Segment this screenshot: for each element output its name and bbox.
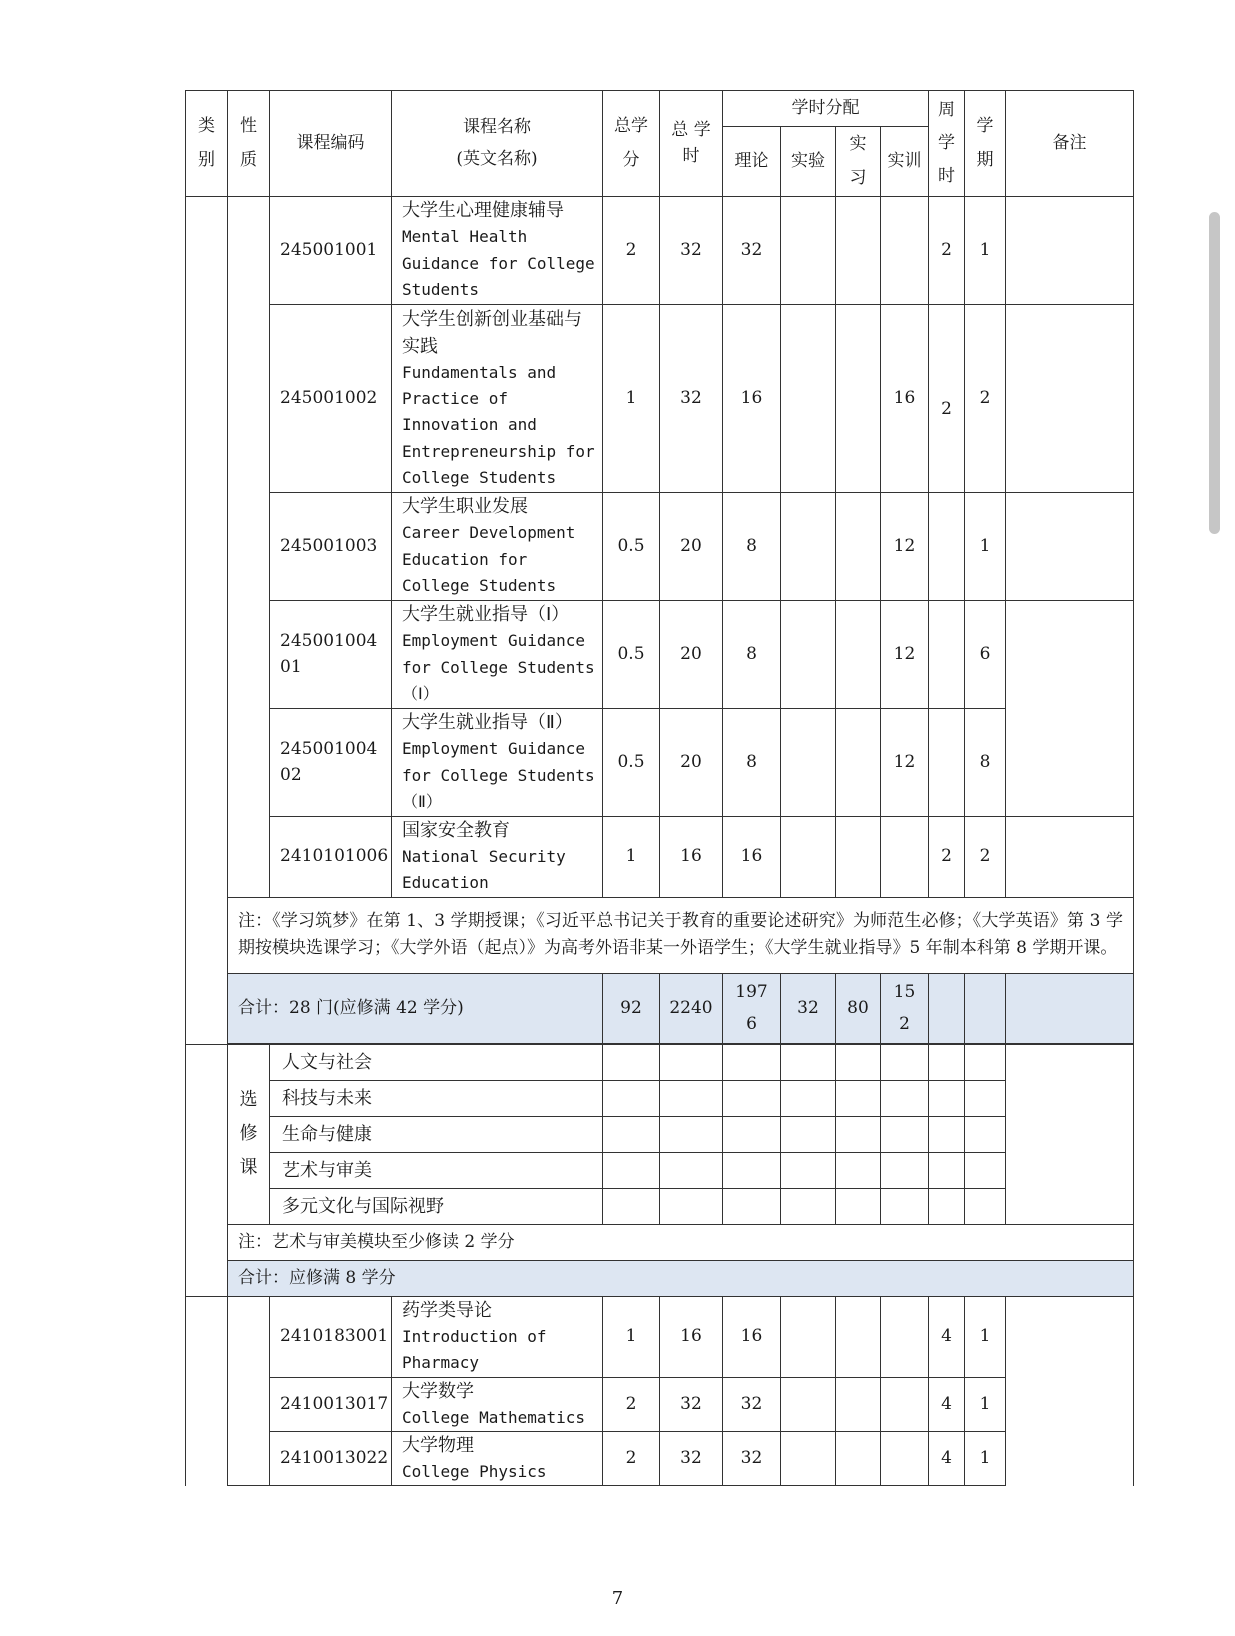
course-credits: 2 — [603, 1377, 660, 1431]
header-theory: 理论 — [723, 127, 781, 197]
course-weekly: 4 — [929, 1431, 965, 1485]
elective-module: 人文与社会 — [270, 1044, 603, 1080]
course-hours: 32 — [660, 305, 723, 493]
course-credits: 1 — [603, 817, 660, 898]
course-training — [881, 197, 929, 305]
total-theory: 1976 — [723, 973, 781, 1043]
course-code: 2410183001 — [270, 1296, 392, 1377]
course-training: 12 — [881, 709, 929, 817]
course-training: 16 — [881, 305, 929, 493]
course-theory: 32 — [723, 197, 781, 305]
course-weekly — [929, 493, 965, 601]
course-name-zh: 药学类导论 — [402, 1299, 492, 1321]
course-name — [392, 1296, 603, 1377]
course-name — [392, 817, 603, 898]
section2-note-row — [186, 1224, 1134, 1260]
total-internship: 80 — [836, 973, 881, 1043]
section2-total-row — [186, 1260, 1134, 1296]
section3-category-cell — [186, 1296, 228, 1486]
course-name-zh: 大学生就业指导（Ⅰ） — [402, 604, 570, 626]
course-internship — [836, 817, 881, 898]
course-name — [392, 493, 603, 601]
course-theory: 32 — [723, 1431, 781, 1485]
header-course-name-en: (英文名称) — [456, 148, 538, 169]
table-row — [186, 709, 1134, 817]
course-name-en: National Security Education — [402, 847, 566, 893]
header-semester: 学期 — [965, 91, 1006, 197]
course-weekly: 2 — [929, 817, 965, 898]
header-course-code: 课程编码 — [270, 91, 392, 197]
elective-row — [186, 1044, 1134, 1080]
course-theory: 16 — [723, 305, 781, 493]
elective-row — [186, 1116, 1134, 1152]
header-experiment: 实验 — [781, 127, 836, 197]
course-name — [392, 601, 603, 709]
elective-module: 科技与未来 — [270, 1080, 603, 1116]
course-semester: 6 — [965, 601, 1006, 709]
course-name-en: Mental Health Guidance for College Students — [402, 227, 595, 300]
course-name-en: College Physics — [402, 1461, 547, 1481]
table-row — [186, 305, 1134, 493]
header-internship: 实习 — [836, 127, 881, 197]
course-hours: 20 — [660, 709, 723, 817]
page-number: 7 — [611, 1588, 624, 1609]
elective-row — [186, 1188, 1134, 1224]
course-remarks — [1006, 1296, 1134, 1486]
course-weekly — [929, 709, 965, 817]
course-semester: 1 — [965, 493, 1006, 601]
course-semester: 1 — [965, 197, 1006, 305]
elective-module: 艺术与审美 — [270, 1152, 603, 1188]
course-theory: 8 — [723, 709, 781, 817]
course-theory: 8 — [723, 493, 781, 601]
course-name-zh: 大学生心理健康辅导 — [402, 200, 564, 222]
course-credits: 2 — [603, 197, 660, 305]
course-name-zh: 大学生创新创业基础与实践 — [402, 308, 582, 357]
course-hours: 16 — [660, 1296, 723, 1377]
course-experiment — [781, 817, 836, 898]
header-training: 实训 — [881, 127, 929, 197]
course-semester: 2 — [965, 305, 1006, 493]
course-name-zh: 大学生职业发展 — [402, 496, 528, 518]
course-name-en: Employment Guidance for College Students（Ⅱ） — [402, 739, 595, 812]
section1-note-row — [186, 897, 1134, 973]
total-experiment: 32 — [781, 973, 836, 1043]
course-code: 2410101006 — [270, 817, 392, 898]
course-experiment — [781, 305, 836, 493]
course-credits: 0.5 — [603, 493, 660, 601]
elective-remarks — [1006, 1044, 1134, 1224]
course-remarks — [1006, 601, 1134, 817]
section2-category-cell — [186, 1044, 228, 1296]
course-hours: 20 — [660, 601, 723, 709]
header-total-hours: 总 学 时 — [660, 91, 723, 197]
total-training: 152 — [881, 973, 929, 1043]
section1-category-cell — [186, 197, 228, 1045]
course-credits: 2 — [603, 1431, 660, 1485]
course-name — [392, 1377, 603, 1431]
course-weekly: 2 — [929, 305, 965, 493]
header-credits: 总学分 — [603, 91, 660, 197]
course-experiment — [781, 601, 836, 709]
course-theory: 16 — [723, 817, 781, 898]
course-remarks — [1006, 197, 1134, 305]
course-name-zh: 大学物理 — [402, 1434, 474, 1456]
section3-nature-cell — [228, 1296, 270, 1486]
total-hours: 2240 — [660, 973, 723, 1043]
header-course-name — [392, 91, 603, 197]
course-remarks — [1006, 817, 1134, 898]
course-experiment — [781, 197, 836, 305]
total-remarks — [1006, 973, 1134, 1043]
course-name-en: Employment Guidance for College Students（Ⅰ） — [402, 631, 595, 704]
course-weekly — [929, 601, 965, 709]
section1-total-row — [186, 973, 1134, 1043]
course-internship — [836, 601, 881, 709]
course-hours: 32 — [660, 1377, 723, 1431]
course-name — [392, 1431, 603, 1485]
course-name-en: Introduction of Pharmacy — [402, 1326, 547, 1373]
table-row — [186, 601, 1134, 709]
course-semester: 1 — [965, 1296, 1006, 1377]
course-internship — [836, 197, 881, 305]
total-semester — [965, 973, 1006, 1043]
course-name-en: College Mathematics — [402, 1407, 586, 1427]
course-theory: 32 — [723, 1377, 781, 1431]
table-row — [186, 197, 1134, 305]
section1-nature-cell — [228, 197, 270, 898]
course-theory: 8 — [723, 601, 781, 709]
course-weekly: 4 — [929, 1296, 965, 1377]
course-internship — [836, 709, 881, 817]
section2-nature: 选修课 — [228, 1044, 270, 1224]
course-hours: 32 — [660, 197, 723, 305]
course-code: 24500100402 — [270, 709, 392, 817]
header-category: 类别 — [186, 91, 228, 197]
header-nature: 性质 — [228, 91, 270, 197]
course-training: 12 — [881, 601, 929, 709]
header-course-name-zh: 课程名称 — [463, 117, 531, 137]
section2-note: 注：艺术与审美模块至少修读 2 学分 — [228, 1224, 1134, 1260]
course-name-zh: 大学数学 — [402, 1380, 474, 1402]
section1-total-label: 合计：28 门(应修满 42 学分) — [228, 973, 603, 1043]
course-name — [392, 197, 603, 305]
course-semester: 1 — [965, 1431, 1006, 1485]
course-code: 245001003 — [270, 493, 392, 601]
course-hours: 32 — [660, 1431, 723, 1485]
total-credits: 92 — [603, 973, 660, 1043]
elective-module: 生命与健康 — [270, 1116, 603, 1152]
course-weekly: 2 — [929, 197, 965, 305]
elective-row — [186, 1152, 1134, 1188]
course-hours: 20 — [660, 493, 723, 601]
header-weekly-hours: 周学时 — [929, 91, 965, 197]
course-name — [392, 709, 603, 817]
section1-note: 注：《学习筑梦》在第 1、3 学期授课；《习近平总书记关于教育的重要论述研究》为师范生必修；《大学英语》第 3 学期按模块选课学习；《大学外语（起点）》为高考外语非某一外语学生；《大学生就业指导》5 年制本科第 8 学期开课。 — [228, 897, 1134, 973]
course-code: 245001002 — [270, 305, 392, 493]
table-row — [186, 1377, 1134, 1431]
course-hours: 16 — [660, 817, 723, 898]
course-name — [392, 305, 603, 493]
header-hour-distribution: 学时分配 — [723, 91, 929, 127]
course-credits: 1 — [603, 1296, 660, 1377]
course-training — [881, 817, 929, 898]
course-semester: 1 — [965, 1377, 1006, 1431]
course-name-zh: 大学生就业指导（Ⅱ） — [402, 712, 573, 734]
course-training: 12 — [881, 493, 929, 601]
course-semester: 2 — [965, 817, 1006, 898]
curriculum-table — [185, 90, 1134, 1486]
course-internship — [836, 305, 881, 493]
course-name-en: Career Development Education for College Students — [402, 523, 576, 596]
course-code: 24500100401 — [270, 601, 392, 709]
course-internship — [836, 493, 881, 601]
course-semester: 8 — [965, 709, 1006, 817]
course-code: 245001001 — [270, 197, 392, 305]
course-theory: 16 — [723, 1296, 781, 1377]
section2-total: 合计：应修满 8 学分 — [228, 1260, 1134, 1296]
table-row — [186, 817, 1134, 898]
header-remarks: 备注 — [1006, 91, 1134, 197]
course-name-zh: 国家安全教育 — [402, 820, 510, 841]
course-experiment — [781, 709, 836, 817]
course-credits: 0.5 — [603, 709, 660, 817]
elective-row — [186, 1080, 1134, 1116]
course-code: 2410013017 — [270, 1377, 392, 1431]
course-remarks — [1006, 493, 1134, 601]
table-row — [186, 1431, 1134, 1485]
course-credits: 0.5 — [603, 601, 660, 709]
course-name-en: Fundamentals and Practice of Innovation and Entrepreneurship for College Students — [402, 362, 595, 488]
table-row — [186, 1296, 1134, 1377]
table-row — [186, 493, 1134, 601]
header-row — [186, 91, 1134, 127]
vertical-scrollbar[interactable] — [1209, 212, 1220, 534]
elective-module: 多元文化与国际视野 — [270, 1188, 603, 1224]
total-weekly — [929, 973, 965, 1043]
course-experiment — [781, 493, 836, 601]
course-credits: 1 — [603, 305, 660, 493]
course-remarks — [1006, 305, 1134, 493]
course-code: 2410013022 — [270, 1431, 392, 1485]
course-weekly: 4 — [929, 1377, 965, 1431]
